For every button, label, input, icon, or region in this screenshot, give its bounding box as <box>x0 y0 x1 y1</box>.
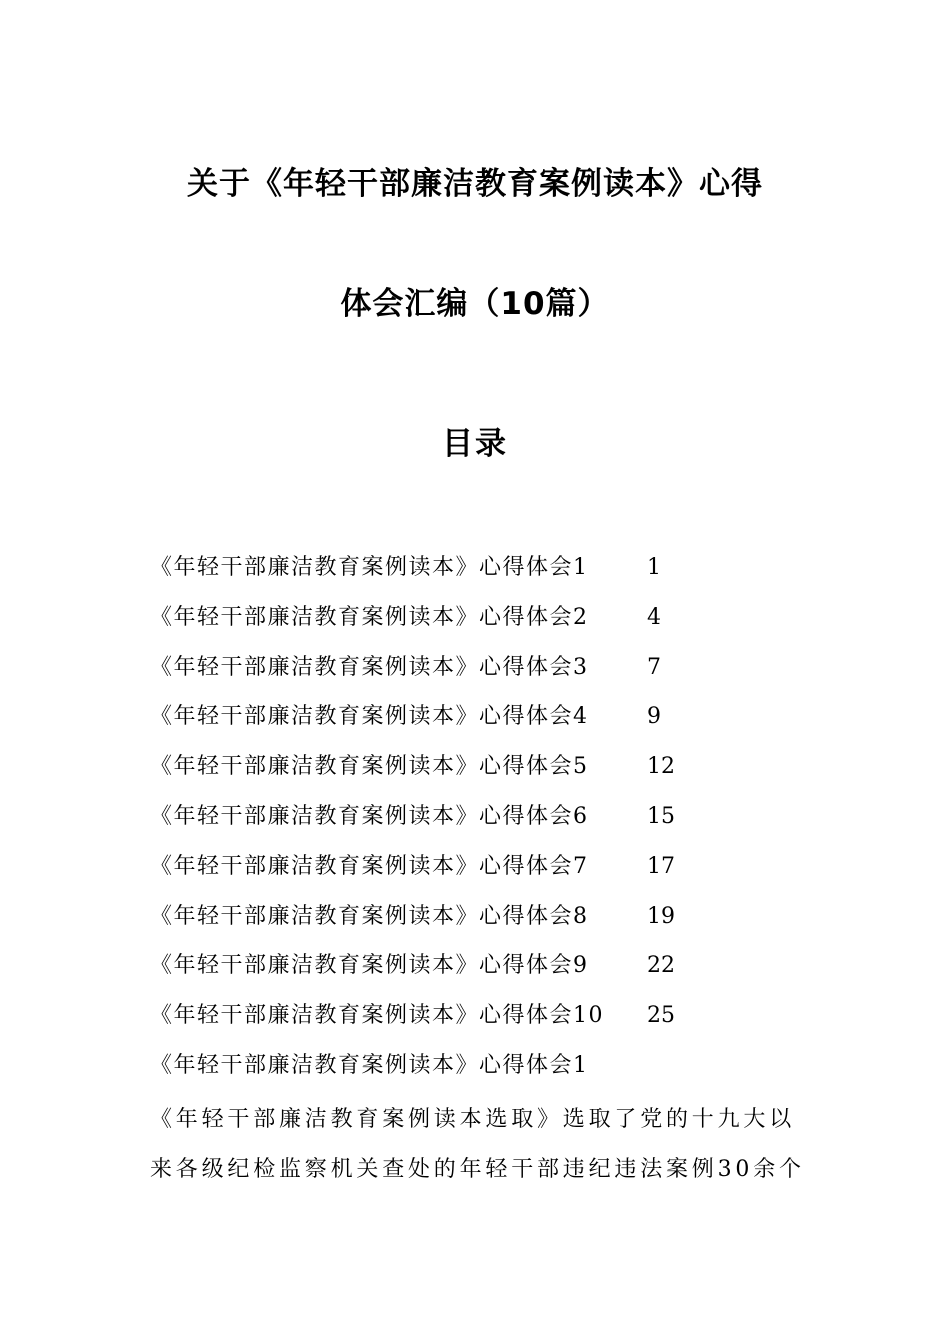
document-title-line-1: 关于《年轻干部廉洁教育案例读本》心得 <box>187 166 763 202</box>
toc-entry-title: 《年轻干部廉洁教育案例读本》心得体会2 <box>150 604 589 630</box>
toc-entry-page: 22 <box>647 953 675 979</box>
toc-entry-page: 1 <box>647 555 661 580</box>
toc-entry-page: 17 <box>647 853 675 879</box>
toc-entry[interactable] <box>150 996 830 1046</box>
document-title-line-2: 体会汇编（10篇） <box>340 286 610 322</box>
toc-entry[interactable] <box>150 598 830 648</box>
toc-entry-page: 4 <box>647 604 661 630</box>
toc-entry-title: 《年轻干部廉洁教育案例读本》心得体会10 <box>150 1003 604 1029</box>
toc-entry-title: 《年轻干部廉洁教育案例读本》心得体会7 <box>150 853 589 879</box>
toc-entry-page: 19 <box>647 903 675 929</box>
toc-entry[interactable] <box>150 648 830 698</box>
toc-entry-page: 15 <box>647 803 675 829</box>
body-line: 《年轻干部廉洁教育案例读本选取》选取了党的十九大以 <box>150 1107 796 1132</box>
toc-entry-page: 12 <box>647 754 675 780</box>
toc-entry-page: 25 <box>647 1003 675 1029</box>
toc-entry-title: 《年轻干部廉洁教育案例读本》心得体会3 <box>150 654 589 680</box>
body-paragraph <box>150 1095 810 1194</box>
toc-entry-title: 《年轻干部廉洁教育案例读本》心得体会9 <box>150 953 589 979</box>
toc-entry[interactable] <box>150 797 830 847</box>
toc-entry-title: 《年轻干部廉洁教育案例读本》心得体会5 <box>150 754 589 780</box>
toc-entry[interactable] <box>150 697 830 747</box>
toc-entry-title: 《年轻干部廉洁教育案例读本》心得体会4 <box>150 704 589 730</box>
toc-entry-title: 《年轻干部廉洁教育案例读本》心得体会6 <box>150 803 589 829</box>
toc-entry-page: 9 <box>647 704 661 730</box>
toc-entry[interactable] <box>150 897 830 947</box>
toc-entry-title: 《年轻干部廉洁教育案例读本》心得体会1 <box>150 555 589 580</box>
toc-heading: 目录 <box>442 426 508 462</box>
table-of-contents <box>150 548 830 1046</box>
section-heading: 《年轻干部廉洁教育案例读本》心得体会1 <box>150 1053 589 1078</box>
body-line: 来各级纪检监察机关查处的年轻干部违纪违法案例30余个 <box>150 1156 805 1182</box>
toc-entry-title: 《年轻干部廉洁教育案例读本》心得体会8 <box>150 903 589 929</box>
toc-entry[interactable] <box>150 747 830 797</box>
toc-entry[interactable] <box>150 847 830 897</box>
toc-entry-page: 7 <box>647 654 661 680</box>
toc-entry[interactable] <box>150 548 830 598</box>
toc-entry[interactable] <box>150 946 830 996</box>
